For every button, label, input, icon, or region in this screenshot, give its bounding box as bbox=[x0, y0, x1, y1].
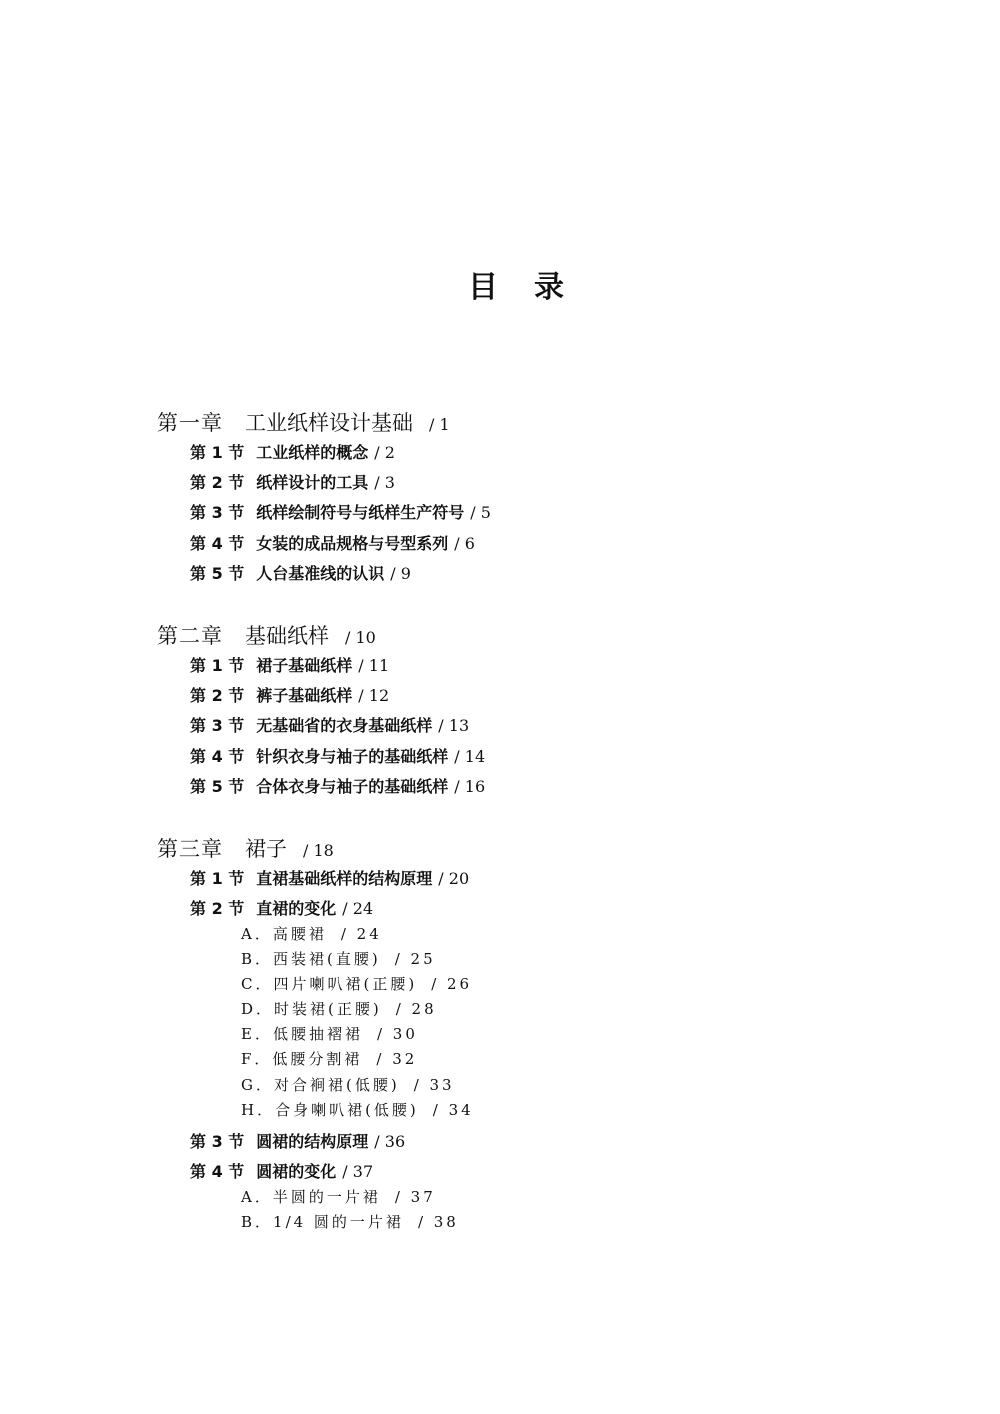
toc-page-number: / 12 bbox=[358, 686, 390, 705]
toc-page-number: / 38 bbox=[417, 1213, 459, 1231]
toc-page-number: / 2 bbox=[374, 443, 395, 462]
toc-section-title: 人台基准线的认识 bbox=[256, 564, 385, 583]
toc-chapter-number: 第一章 bbox=[157, 411, 223, 435]
toc-chapter-title: 裙子 bbox=[245, 837, 287, 861]
toc-page-number: / 3 bbox=[374, 473, 395, 492]
toc-section-entry bbox=[190, 866, 469, 889]
toc-sub-entry bbox=[241, 948, 436, 969]
toc-page-number: / 32 bbox=[376, 1050, 418, 1068]
toc-sub-title: E．低腰抽褶裙 bbox=[241, 1025, 363, 1043]
toc-section-title: 纸样绘制符号与纸样生产符号 bbox=[256, 503, 465, 522]
toc-chapter-title: 基础纸样 bbox=[245, 624, 329, 648]
toc-page-number: / 10 bbox=[345, 628, 376, 647]
toc-section-entry bbox=[190, 561, 411, 584]
toc-section-number: 第 3 节 bbox=[190, 503, 245, 522]
toc-sub-entry bbox=[241, 1211, 459, 1232]
toc-section-entry bbox=[190, 531, 475, 554]
toc-section-title: 圆裙的变化 bbox=[256, 1162, 337, 1181]
toc-chapter-entry bbox=[157, 407, 450, 437]
toc-sub-title: C．四片喇叭裙(正腰) bbox=[241, 975, 418, 993]
toc-section-entry bbox=[190, 1129, 405, 1152]
toc-page-number: / 9 bbox=[390, 564, 411, 583]
toc-section-number: 第 2 节 bbox=[190, 686, 245, 705]
toc-page-number: / 20 bbox=[438, 869, 470, 888]
toc-page-number: / 24 bbox=[340, 925, 382, 943]
toc-sub-entry bbox=[241, 1048, 417, 1069]
toc-sub-title: G．对合裥裙(低腰) bbox=[241, 1076, 400, 1094]
toc-page-number: / 14 bbox=[454, 747, 486, 766]
toc-section-title: 无基础省的衣身基础纸样 bbox=[256, 716, 433, 735]
toc-page-number: / 6 bbox=[454, 534, 475, 553]
toc-page-number: / 37 bbox=[394, 1188, 436, 1206]
toc-section-entry bbox=[190, 683, 389, 706]
toc-sub-entry bbox=[241, 1099, 474, 1120]
toc-chapter-title: 工业纸样设计基础 bbox=[245, 411, 413, 435]
page-title: 目录 bbox=[468, 270, 600, 305]
toc-chapter-entry bbox=[157, 833, 334, 863]
toc-section-title: 工业纸样的概念 bbox=[256, 443, 369, 462]
toc-section-number: 第 1 节 bbox=[190, 656, 245, 675]
toc-section-number: 第 3 节 bbox=[190, 1132, 245, 1151]
toc-section-title: 直裙的变化 bbox=[256, 899, 337, 918]
toc-sub-title: B．1/4 圆的一片裙 bbox=[241, 1213, 404, 1231]
toc-section-number: 第 3 节 bbox=[190, 716, 245, 735]
toc-section-entry bbox=[190, 440, 395, 463]
toc-section-number: 第 4 节 bbox=[190, 1162, 245, 1181]
toc-page-number: / 37 bbox=[342, 1162, 374, 1181]
toc-page-number: / 18 bbox=[303, 841, 334, 860]
toc-section-title: 合体衣身与袖子的基础纸样 bbox=[256, 777, 449, 796]
toc-section-entry bbox=[190, 774, 485, 797]
toc-section-entry bbox=[190, 713, 469, 736]
toc-section-title: 直裙基础纸样的结构原理 bbox=[256, 869, 433, 888]
toc-page-number: / 30 bbox=[376, 1025, 418, 1043]
toc-section-title: 纸样设计的工具 bbox=[256, 473, 369, 492]
toc-chapter-number: 第二章 bbox=[157, 624, 223, 648]
toc-page-number: / 24 bbox=[342, 899, 374, 918]
toc-page-number: / 11 bbox=[358, 656, 390, 675]
toc-sub-entry bbox=[241, 973, 472, 994]
toc-sub-title: F．低腰分割裙 bbox=[241, 1050, 363, 1068]
toc-section-title: 女装的成品规格与号型系列 bbox=[256, 534, 449, 553]
toc-section-title: 裙子基础纸样 bbox=[256, 656, 353, 675]
toc-chapter-entry bbox=[157, 620, 376, 650]
toc-page-number: / 13 bbox=[438, 716, 470, 735]
toc-section-entry bbox=[190, 500, 491, 523]
toc-section-entry bbox=[190, 1159, 373, 1182]
toc-sub-title: A．半圆的一片裙 bbox=[241, 1188, 381, 1206]
toc-sub-entry bbox=[241, 1186, 436, 1207]
toc-page-number: / 5 bbox=[470, 503, 491, 522]
toc-section-number: 第 2 节 bbox=[190, 473, 245, 492]
toc-section-number: 第 4 节 bbox=[190, 534, 245, 553]
toc-section-entry bbox=[190, 653, 389, 676]
toc-section-entry bbox=[190, 896, 373, 919]
toc-section-number: 第 4 节 bbox=[190, 747, 245, 766]
toc-sub-title: H．合身喇叭裙(低腰) bbox=[241, 1101, 419, 1119]
toc-section-entry bbox=[190, 470, 395, 493]
toc-section-title: 裤子基础纸样 bbox=[256, 686, 353, 705]
toc-sub-entry bbox=[241, 998, 437, 1019]
toc-sub-entry bbox=[241, 923, 382, 944]
toc-sub-entry bbox=[241, 1074, 455, 1095]
toc-section-number: 第 5 节 bbox=[190, 777, 245, 796]
toc-page-number: / 1 bbox=[429, 415, 450, 434]
toc-chapter-number: 第三章 bbox=[157, 837, 223, 861]
toc-page-number: / 26 bbox=[431, 975, 473, 993]
toc-section-number: 第 1 节 bbox=[190, 869, 245, 888]
toc-section-title: 针织衣身与袖子的基础纸样 bbox=[256, 747, 449, 766]
toc-sub-title: D．时装裙(正腰) bbox=[241, 1000, 382, 1018]
toc-page-number: / 36 bbox=[374, 1132, 406, 1151]
toc-page-number: / 34 bbox=[432, 1101, 474, 1119]
toc-page-number: / 33 bbox=[413, 1076, 455, 1094]
toc-sub-title: A．高腰裙 bbox=[241, 925, 327, 943]
toc-page-number: / 16 bbox=[454, 777, 486, 796]
toc-page-number: / 25 bbox=[394, 950, 436, 968]
toc-section-number: 第 2 节 bbox=[190, 899, 245, 918]
toc-page-number: / 28 bbox=[395, 1000, 437, 1018]
toc-section-number: 第 1 节 bbox=[190, 443, 245, 462]
toc-section-title: 圆裙的结构原理 bbox=[256, 1132, 369, 1151]
toc-sub-title: B．西装裙(直腰) bbox=[241, 950, 381, 968]
toc-sub-entry bbox=[241, 1023, 418, 1044]
toc-section-number: 第 5 节 bbox=[190, 564, 245, 583]
toc-section-entry bbox=[190, 744, 485, 767]
